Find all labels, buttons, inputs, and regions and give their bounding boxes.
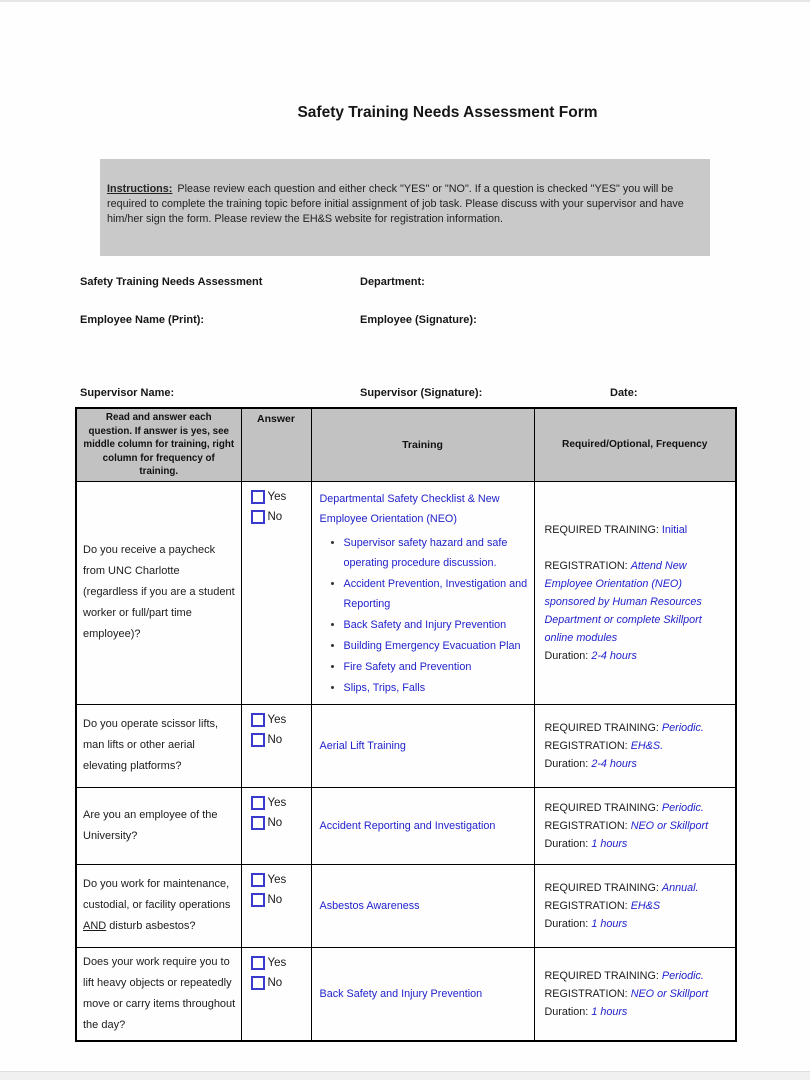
no-checkbox-label: No — [267, 976, 283, 989]
question-cell — [76, 481, 241, 704]
answer-cell — [241, 481, 311, 704]
requirement-line — [545, 897, 730, 915]
requirement-line — [545, 737, 730, 755]
instructions-text: Please review each question and either check "YES" or "NO". If a question is checked "YES" you will be required to complete the training topic before initial assignment of job task. Please discuss with your supervisor and have him/her sign the form. Please review the EH&S website for registration information. — [107, 183, 684, 225]
yes-checkbox-label: Yes — [267, 873, 287, 886]
training-bullet: • Building Emergency Evacuation Plan — [344, 636, 530, 656]
answer-cell — [241, 947, 311, 1041]
requirement-value: 1 hours — [591, 917, 628, 930]
training-title: Departmental Safety Checklist & New Employee Orientation (NEO) — [319, 492, 500, 525]
frequency-cell — [534, 704, 736, 787]
question-text: Do you work for maintenance, custodial, or facility operations — [83, 878, 231, 911]
requirement-value: EH&S — [630, 899, 661, 912]
yes-checkbox[interactable] — [251, 796, 309, 810]
checkbox-square-icon[interactable] — [251, 733, 265, 747]
requirement-label: REQUIRED TRAINING: — [544, 881, 662, 894]
training-bullet: • Accident Prevention, Investigation and Reporting — [344, 574, 530, 614]
yes-checkbox[interactable] — [251, 490, 309, 504]
answer-cell — [241, 864, 311, 947]
frequency-cell — [534, 481, 736, 704]
training-cell — [311, 787, 534, 864]
table-header-row — [76, 408, 736, 481]
question-cell — [76, 864, 241, 947]
answer-cell — [241, 704, 311, 787]
requirement-value: Initial — [661, 523, 688, 536]
header-frequency: Required/Optional, Frequency — [534, 408, 736, 481]
training-bullet: • Back Safety and Injury Prevention — [344, 615, 530, 635]
page-title: Safety Training Needs Assessment Form — [297, 104, 598, 121]
header-question: Read and answer each question. If answer is yes, see middle column for training, right column for frequency of training. — [76, 408, 241, 481]
employee-signature-field-label: Employee (Signature): — [360, 314, 477, 326]
frequency-cell — [534, 864, 736, 947]
table-row — [76, 864, 736, 947]
requirement-line — [545, 879, 730, 897]
assessment-table-body — [76, 481, 736, 1041]
checkbox-square-icon[interactable] — [251, 796, 265, 810]
question-text: Do you receive a paycheck from UNC Charlotte (regardless if you are a student worker or full/part time employee)? — [83, 544, 235, 640]
answer-cell — [241, 787, 311, 864]
requirement-label: REGISTRATION: — [544, 899, 631, 912]
table-row — [76, 704, 736, 787]
date-field-label: Date: — [610, 387, 638, 399]
training-bullet: • Slips, Trips, Falls — [344, 678, 530, 698]
question-cell — [76, 947, 241, 1041]
supervisor-name-field-label: Supervisor Name: — [80, 387, 175, 399]
requirement-value: NEO or Skillport — [630, 987, 709, 1000]
checkbox-square-icon[interactable] — [251, 956, 265, 970]
requirement-value: Attend New Employee Orientation (NEO) sponsored by Human Resources Department or complete Skillport online modules — [544, 559, 702, 644]
requirement-line — [545, 817, 730, 835]
requirement-line — [545, 521, 730, 539]
yes-checkbox[interactable] — [251, 713, 309, 727]
checkbox-square-icon[interactable] — [251, 510, 265, 524]
table-row — [76, 787, 736, 864]
scan-edge-top — [0, 0, 810, 2]
requirement-label: REQUIRED TRAINING: — [544, 801, 662, 814]
no-checkbox-label: No — [267, 733, 283, 746]
header-training: Training — [311, 408, 534, 481]
requirement-value: NEO or Skillport — [630, 819, 709, 832]
requirement-value: 2-4 hours — [591, 649, 637, 662]
requirement-label: REQUIRED TRAINING: — [544, 721, 662, 734]
requirement-label: REGISTRATION: — [544, 819, 631, 832]
no-checkbox-label: No — [267, 816, 283, 829]
no-checkbox[interactable] — [251, 816, 309, 830]
requirement-line — [545, 915, 730, 933]
header-answer: Answer — [241, 408, 311, 481]
requirement-label: REGISTRATION: — [544, 987, 631, 1000]
supervisor-signature-field-label: Supervisor (Signature): — [360, 387, 483, 399]
training-cell — [311, 864, 534, 947]
assessment-table — [75, 407, 735, 1042]
requirement-line — [545, 647, 730, 665]
training-cell — [311, 947, 534, 1041]
instructions-label: Instructions: — [107, 183, 173, 195]
checkbox-square-icon[interactable] — [251, 873, 265, 887]
no-checkbox-label: No — [267, 510, 283, 523]
requirement-value: EH&S. — [630, 739, 664, 752]
requirement-value: Periodic. — [661, 969, 704, 982]
yes-checkbox-label: Yes — [267, 713, 287, 726]
employee-name-field-label: Employee Name (Print): — [80, 314, 205, 326]
training-title: Back Safety and Injury Prevention — [319, 987, 483, 1000]
requirement-line — [545, 557, 730, 647]
training-cell — [311, 481, 534, 704]
question-text: Do you operate scissor lifts, man lifts or other aerial elevating platforms? — [83, 718, 219, 772]
requirement-label: REQUIRED TRAINING: — [544, 969, 662, 982]
no-checkbox[interactable] — [251, 510, 309, 524]
requirement-value: 1 hours — [591, 837, 628, 850]
question-cell — [76, 787, 241, 864]
requirement-line — [545, 719, 730, 737]
training-title: Aerial Lift Training — [319, 739, 406, 752]
requirement-value: Periodic. — [661, 721, 704, 734]
frequency-cell — [534, 947, 736, 1041]
training-bullet: • Fire Safety and Prevention — [344, 657, 530, 677]
frequency-cell — [534, 787, 736, 864]
requirement-line — [545, 967, 730, 985]
requirement-line — [545, 799, 730, 817]
yes-checkbox[interactable] — [251, 873, 309, 887]
table-row — [76, 481, 736, 704]
requirement-line — [545, 985, 730, 1003]
checkbox-square-icon[interactable] — [251, 816, 265, 830]
requirement-label: Duration: — [544, 917, 592, 930]
question-text: Does your work require you to lift heavy objects or repeatedly move or carry items throughout the day? — [83, 955, 236, 1031]
assessment-label: Safety Training Needs Assessment — [80, 276, 263, 288]
requirement-label: Duration: — [544, 1005, 592, 1018]
checkbox-square-icon[interactable] — [251, 976, 265, 990]
requirement-line — [545, 755, 730, 773]
requirement-label: REQUIRED TRAINING: — [544, 523, 662, 536]
requirement-label: Duration: — [544, 649, 592, 662]
checkbox-square-icon[interactable] — [251, 893, 265, 907]
requirement-label: REGISTRATION: — [544, 739, 631, 752]
question-underlined-text: AND — [83, 920, 107, 932]
yes-checkbox-label: Yes — [267, 796, 287, 809]
no-checkbox[interactable] — [251, 733, 309, 747]
scan-edge-bottom — [0, 1071, 810, 1080]
requirement-line — [545, 835, 730, 853]
checkbox-square-icon[interactable] — [251, 713, 265, 727]
requirement-value: 2-4 hours — [591, 757, 637, 770]
requirement-value: Periodic. — [661, 801, 704, 814]
training-title: Asbestos Awareness — [319, 899, 420, 912]
requirement-value: Annual. — [661, 881, 699, 894]
yes-checkbox-label: Yes — [267, 956, 287, 969]
department-field-label: Department: — [360, 276, 425, 288]
training-title: Accident Reporting and Investigation — [319, 819, 496, 832]
requirement-label: REGISTRATION: — [544, 559, 631, 572]
requirement-label: Duration: — [544, 757, 592, 770]
no-checkbox[interactable] — [251, 976, 309, 990]
training-bullet: • Supervisor safety hazard and safe operating procedure discussion. — [344, 533, 530, 573]
requirement-line — [545, 1003, 730, 1021]
question-text-continued: disturb asbestos? — [106, 920, 196, 932]
question-cell — [76, 704, 241, 787]
instructions-box — [100, 159, 710, 256]
table-row — [76, 947, 736, 1041]
no-checkbox-label: No — [267, 893, 283, 906]
yes-checkbox[interactable] — [251, 956, 309, 970]
requirement-label: Duration: — [544, 837, 592, 850]
checkbox-square-icon[interactable] — [251, 490, 265, 504]
no-checkbox[interactable] — [251, 893, 309, 907]
question-text: Are you an employee of the University? — [83, 808, 218, 842]
yes-checkbox-label: Yes — [267, 490, 287, 503]
training-cell — [311, 704, 534, 787]
training-bullet-list — [320, 533, 530, 698]
requirement-value: 1 hours — [591, 1005, 628, 1018]
